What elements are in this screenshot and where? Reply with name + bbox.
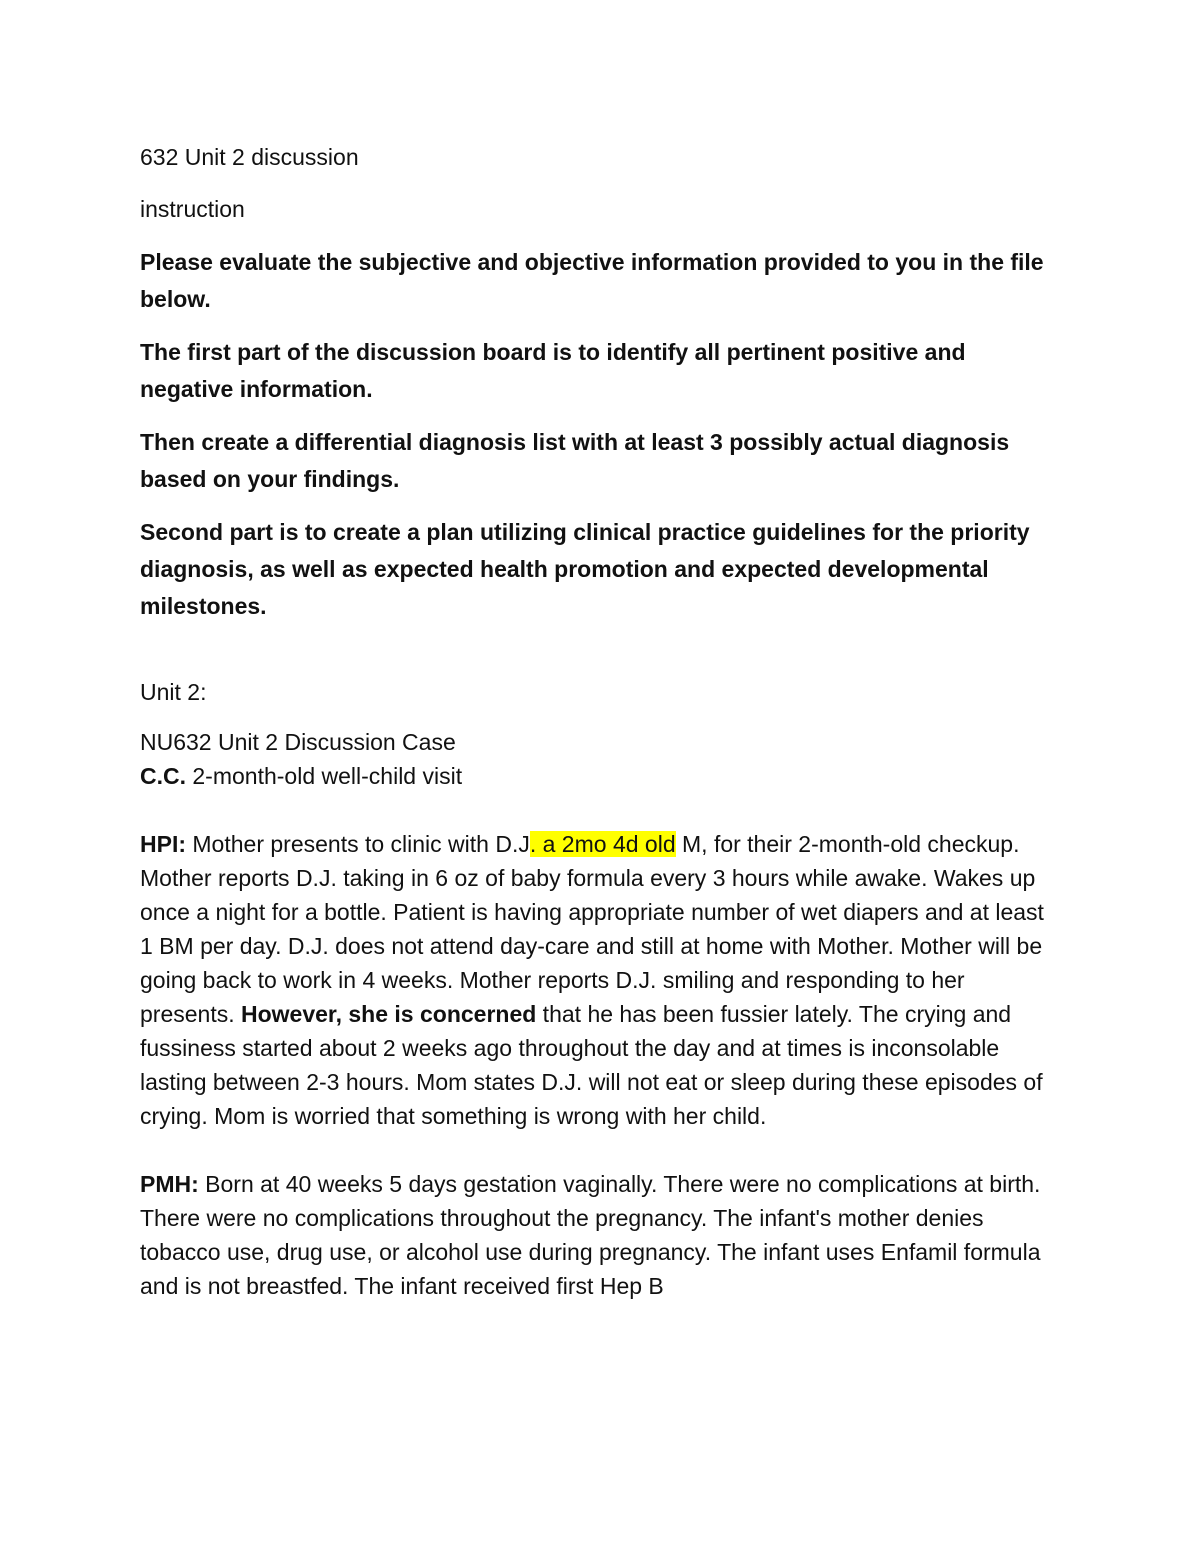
document-body [140,140,1060,1303]
case-title: NU632 Unit 2 Discussion Case [140,729,456,755]
document-title: 632 Unit 2 discussion [140,144,359,170]
hpi-highlighted-age: . a 2mo 4d old [529,831,676,857]
chief-complaint [140,759,1060,793]
instruction-paragraph: Then create a differential diagnosis list with at least 3 possibly actual diagnosis based on your findings. [140,429,1010,492]
hpi-text-middle: M, for their 2-month-old checkup. Mother reports D.J. taking in 6 oz of baby formula every 3 hours while awake. Wakes up once a night for a bottle. Patient is having appropriate number of wet diapers and at least 1 BM per day. D.J. does not attend day-care and still at home with Mother. Mother will be going back to work in 4 weeks. Mother reports D.J. smiling and responding to her presents. [140,831,1044,1027]
instruction-paragraph: Second part is to create a plan utilizing clinical practice guidelines for the priority diagnosis, as well as expected health promotion and expected developmental milestones. [140,519,1030,619]
cc-label: C.C. [140,763,186,789]
instruction-paragraph: Please evaluate the subjective and objective information provided to you in the file below. [140,249,1044,312]
hpi-text-end: that he has been fussier lately. The crying and fussiness started about 2 weeks ago throughout the day and at times is inconsolable lasting between 2-3 hours. Mom states D.J. will not eat or sleep during these episodes of crying. Mom is worried that something is wrong with her child. [140,1001,1043,1129]
hpi-concern-bold: However, she is concerned [241,1001,537,1027]
pmh-text: Born at 40 weeks 5 days gestation vaginally. There were no complications at birth. There were no complications throughout the pregnancy. The infant's mother denies tobacco use, drug use, or alcohol use during pregnancy. The infant uses Enfamil formula and is not breastfed. The infant received first Hep B [140,1171,1041,1299]
hpi-paragraph [140,827,1060,1133]
instructions-block [140,244,1060,625]
hpi-text-start: Mother presents to clinic with D.J [186,831,530,857]
unit-heading: Unit 2: [140,679,207,705]
cc-text: 2-month-old well-child visit [186,763,463,789]
instruction-paragraph: The first part of the discussion board is to identify all pertinent positive and negative information. [140,339,966,402]
document-subtitle: instruction [140,196,245,222]
pmh-paragraph [140,1167,1060,1303]
hpi-label: HPI: [140,831,186,857]
pmh-label: PMH: [140,1171,199,1197]
